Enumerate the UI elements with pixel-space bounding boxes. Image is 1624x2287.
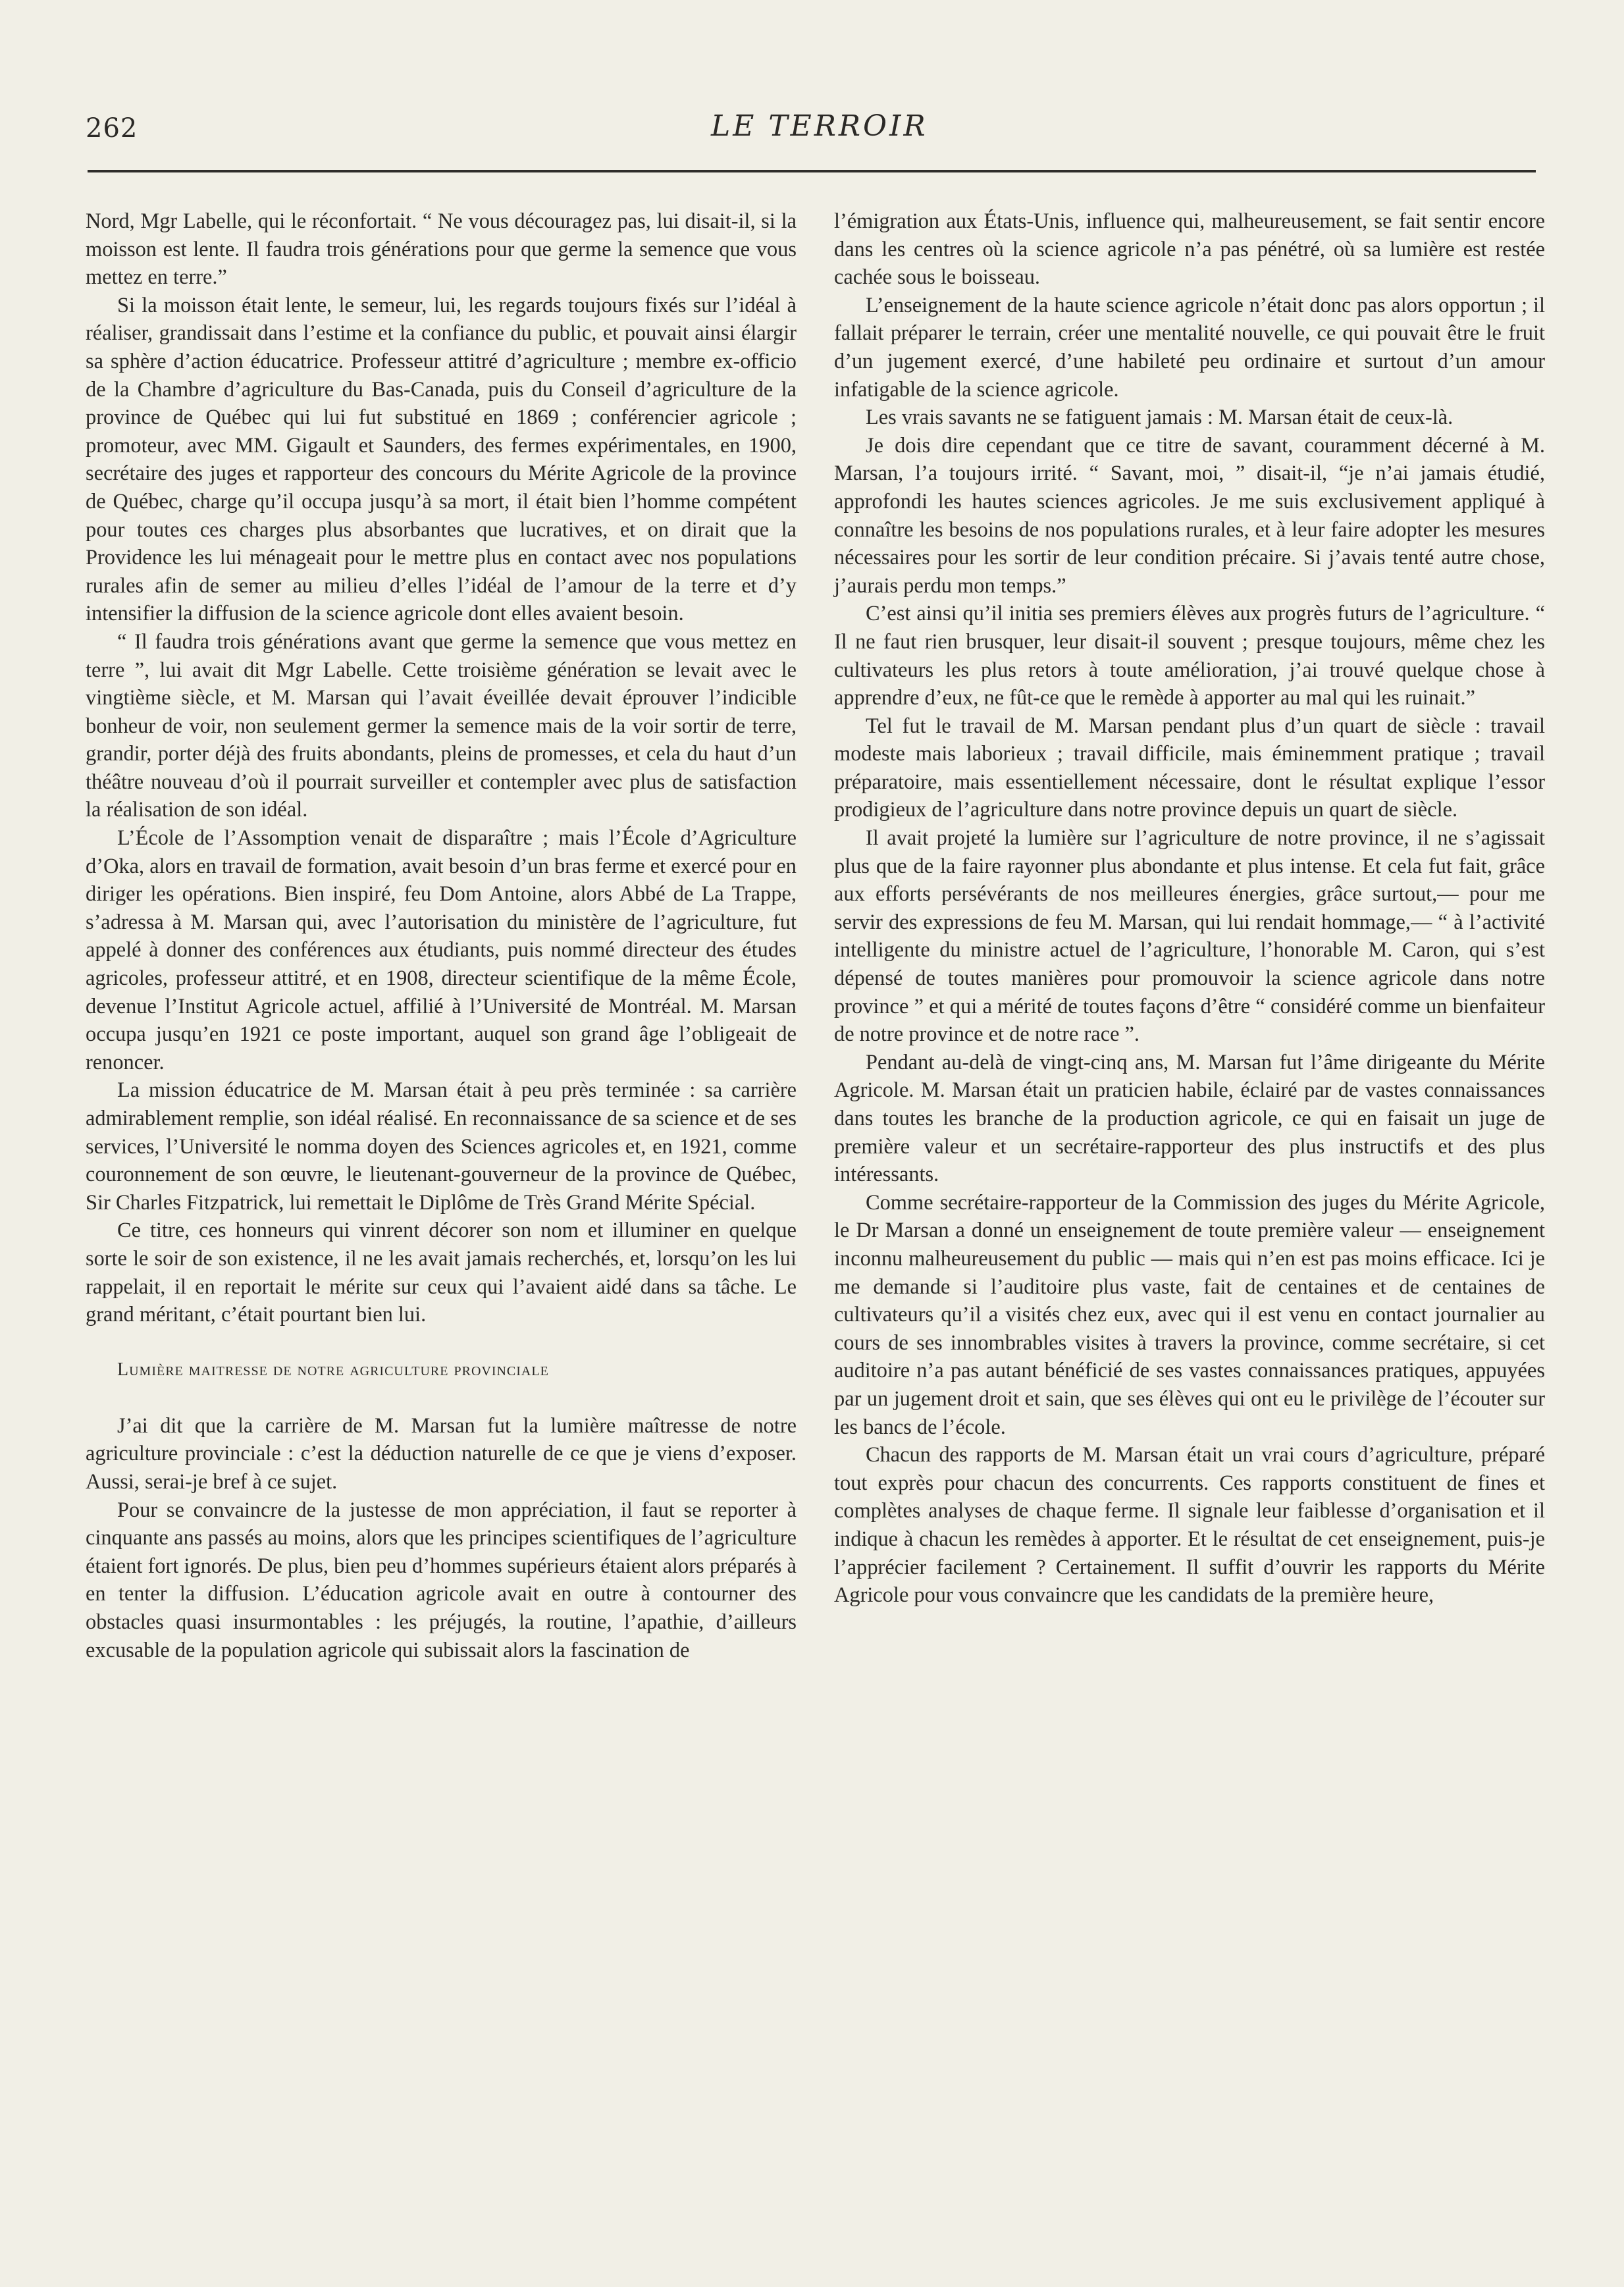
paragraph: Ce titre, ces honneurs qui vinrent décorer son nom et illuminer en quelque sorte le soir de son existence, il ne les avait jamais recherchés, et, lorsqu’on les lui rappelait, il en reportait le mérite sur ceux qui l’avaient aidé dans sa tâche. Le grand méritant, c’était pourtant bien lui.	[86, 1219, 797, 1327]
paragraph: “ Il faudra trois générations avant que germe la semence que vous mettez en terre ”, lui avait dit Mgr Labelle. Cette troisième génération se levait avec le vingtième siècle, et M. Marsan qui l’avait éveillée devait éprouver l’indicible bonheur de voir, non seulement germer la semence mais de la voir sortir de terre, grandir, porter déjà des fruits abondants, pleins de promesses, et cela du haut d’un théâtre nouveau d’où il pourrait surveiller et contempler avec plus de satisfaction la réalisation de son idéal.	[86, 629, 797, 822]
paragraph: Pour se convaincre de la justesse de mon appréciation, il faut se reporter à cinquante ans passés au moins, alors que les principes scientifiques de l’agriculture étaient fort ignorés. De plus, bien peu d’hommes supérieurs étaient alors préparés à en tenter la diffusion. L’éducation agricole avait en outre à contourner des obstacles quasi insurmontables : les préjugés, la routine, l’apathie, d’ailleurs excusable de la population agricole qui subissait alors la fascination de	[86, 1498, 797, 1662]
paragraph: Tel fut le travail de M. Marsan pendant plus d’un quart de siècle : travail modeste mais laborieux ; travail difficile, mais éminemment pratique ; travail préparatoire, mais essentiellement nécessaire, dont le résultat explique l’essor prodigieux de l’agriculture dans notre province depuis un quart de siècle.	[834, 714, 1545, 822]
paragraph: Si la moisson était lente, le semeur, lui, les regards toujours fixés sur l’idéal à réaliser, grandissait dans l’estime et la confiance du public, et pouvait ainsi élargir sa sphère d’action éducatrice. Professeur attitré d’agriculture ; membre ex-officio de la Chambre d’agriculture du Bas-Canada, puis du Conseil d’agriculture de la province de Québec qui lui fut substitué en 1869 ; conférencier agricole ; promoteur, avec MM. Gigault et Saunders, des fermes expérimentales, en 1900, secrétaire des juges et rapporteur des concours du Mérite Agricole de la province de Québec, charge qu’il occupa jusqu’à sa mort, il était bien l’homme compétent pour toutes ces charges plus absorbantes que lucratives, et on dirait que la Providence les lui ménageait pour le mettre plus en contact avec nos populations rurales afin de semer au milieu d’elles l’idéal de l’amour de la terre et d’y intensifier la diffusion de la science agricole dont elles avaient besoin.	[86, 293, 797, 626]
paragraph: L’enseignement de la haute science agricole n’était donc pas alors opportun ; il fallait préparer le terrain, créer une mentalité nouvelle, ce qui pouvait être le fruit d’un jugement exercé, d’une habileté peu ordinaire et surtout d’un amour infatigable de la science agricole.	[834, 293, 1545, 402]
paragraph: Je dois dire cependant que ce titre de savant, couramment décerné à M. Marsan, l’a toujours irrité. “ Savant, moi, ” disait-il, “je n’ai jamais étudié, approfondi les hautes sciences agricoles. Je me suis exclusivement appliqué à connaître les besoins de nos populations rurales, et à leur faire adopter les mesures nécessaires pour les sortir de leur condition précaire. Si j’avais tenté autre chose, j’aurais perdu mon temps.”	[834, 433, 1545, 598]
paragraph: J’ai dit que la carrière de M. Marsan fut la lumière maîtresse de notre agriculture provinciale : c’est la déduction naturelle de ce que je viens d’exposer. Aussi, serai-je bref à ce sujet.	[86, 1413, 797, 1494]
paragraph: La mission éducatrice de M. Marsan était à peu près terminée : sa carrière admirablement remplie, son idéal réalisé. En reconnaissance de sa science et de ses services, l’Université le nomma doyen des Sciences agricoles et, en 1921, comme couronnement de son œuvre, le lieutenant-gouverneur de la province de Québec, Sir Charles Fitzpatrick, lui remettait le Diplôme de Très Grand Mérite Spécial.	[86, 1078, 797, 1215]
paragraph: Nord, Mgr Labelle, qui le réconfortait. “ Ne vous découragez pas, lui disait-il, si la moisson est lente. Il faudra trois générations pour que germe la semence que vous mettez en terre.”	[86, 209, 797, 290]
paragraph: Chacun des rapports de M. Marsan était un vrai cours d’agriculture, préparé tout exprès pour chacun des concurrents. Ces rapports constituent de fines et complètes analyses de chaque ferme. Il signale leur faiblesse d’organisation et il indique à chacun les remèdes à apporter. Et le résultat de cet enseignement, puis-je l’apprécier facilement ? Certainement. Il suffit d’ouvrir les rapports du Mérite Agricole pour vous convaincre que les candidats de la première heure,	[834, 1443, 1545, 1608]
running-title: LE TERROIR	[711, 109, 928, 143]
left-column	[86, 207, 797, 1664]
right-column	[834, 207, 1545, 1610]
section-heading: Lumière maitresse de notre agriculture provinciale	[117, 1359, 549, 1380]
paragraph: L’École de l’Assomption venait de disparaître ; mais l’École d’Agriculture d’Oka, alors en travail de formation, avait besoin d’un bras ferme et exercé pour en diriger les opérations. Bien inspiré, feu Dom Antoine, alors Abbé de La Trappe, s’adressa à M. Marsan qui, avec l’autorisation du ministère de l’agriculture, fut appelé à donner des conférences aux étudiants, puis nommé directeur des études agricoles, professeur attitré, et en 1908, directeur scientifique de la même École, devenue l’Institut Agricole actuel, affilié à l’Université de Montréal. M. Marsan occupa jusqu’en 1921 ce poste important, auquel son grand âge l’obligeait de renoncer.	[86, 826, 797, 1074]
paragraph: Pendant au-delà de vingt-cinq ans, M. Marsan fut l’âme dirigeante du Mérite Agricole. M. Marsan était un praticien habile, éclairé par de vastes connaissances dans toutes les branche de la production agricole, ce qui en faisait un juge de première valeur et un secrétaire-rapporteur des plus instructifs et des plus intéressants.	[834, 1050, 1545, 1187]
page-number: 262	[86, 113, 138, 144]
paragraph: Comme secrétaire-rapporteur de la Commission des juges du Mérite Agricole, le Dr Marsan a donné un enseignement de toute première valeur — enseignement inconnu malheureusement du public — mais qui n’en est pas moins efficace. Ici je me demande si l’auditoire plus vaste, fait de centaines et de centaines de cultivateurs qu’il a visités chez eux, avec qui il est venu en contact journalier au cours de ses innombrables visites à travers la province, comme secrétaire, si cet auditoire n’a pas autant bénéficié de ses vastes connaissances pratiques, appuyées par un jugement droit et sain, que ses élèves qui ont eu le privilège de l’écouter sur les bancs de l’école.	[834, 1190, 1545, 1439]
paragraph: C’est ainsi qu’il initia ses premiers élèves aux progrès futurs de l’agriculture. “ Il ne faut rien brusquer, leur disait-il souvent ; presque toujours, même chez les cultivateurs les plus retors à toute amélioration, j’ai trouvé quelque chose à apprendre d’eux, ne fût-ce que le remède à apporter au mal qui les ruinait.”	[834, 602, 1545, 710]
paragraph: Il avait projeté la lumière sur l’agriculture de notre province, il ne s’agissait plus que de la faire rayonner plus abondante et plus intense. Et cela fut fait, grâce aux efforts persévérants de nos meilleures énergies, grâce surtout,— pour me servir des expressions de feu M. Marsan, qui lui rendait hommage,— “ à l’activité intelligente du ministre actuel de l’agriculture, l’honorable M. Caron, qui s’est dépensé de toutes manières pour promouvoir la science agricole dans notre province ” et qui a mérité de toutes façons d’être “ considéré comme un bienfaiteur de notre province et de notre race ”.	[834, 826, 1545, 1047]
header-rule	[88, 170, 1536, 172]
paragraph: l’émigration aux États-Unis, influence qui, malheureusement, se fait sentir encore dans les centres où la science agricole n’a pas pénétré, où sa lumière est restée cachée sous le boisseau.	[834, 209, 1545, 290]
paragraph: Les vrais savants ne se fatiguent jamais : M. Marsan était de ceux-là.	[866, 406, 1454, 430]
